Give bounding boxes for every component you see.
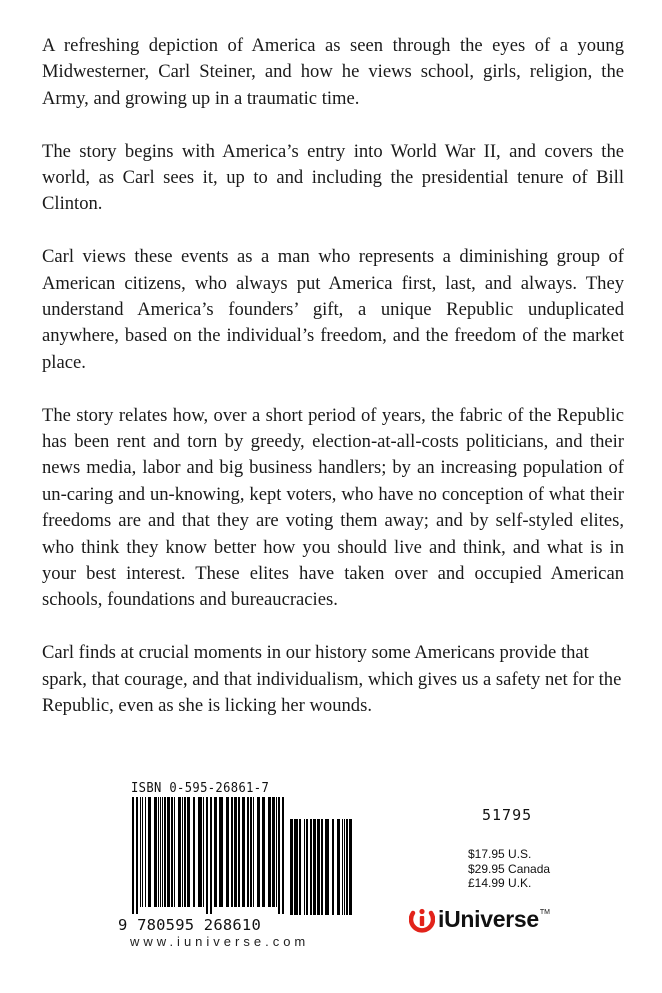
- barcode-bar: [321, 819, 323, 915]
- barcode-bar: [231, 797, 233, 907]
- barcode-bar: [262, 797, 265, 907]
- barcode-bar: [154, 797, 157, 907]
- price-canada: $29.95 Canada: [468, 861, 551, 876]
- barcode-bar: [234, 797, 237, 907]
- barcode-bar: [238, 797, 240, 907]
- barcode-bar: [203, 797, 204, 907]
- barcode-bar: [178, 797, 181, 907]
- barcode-bar: [164, 797, 166, 907]
- barcode-bar: [299, 819, 301, 915]
- barcode-bar: [171, 797, 173, 907]
- blurb-paragraph: The story relates how, over a short period of years, the fabric of the Republic has been rent and torn by greedy, election-at-all-costs politicians, and their news media, labor and big business handlers; by an increasing population of un-caring and un-knowing, kept voters, who have no conception of what their freedoms are and that they are voting them away; and by self-styled elites, who think they know better how you should live and think, and what is in your best interest. These elites have taken over and occupied American schools, foundations and bureaucracies.: [42, 404, 624, 611]
- barcode-bar: [346, 819, 348, 915]
- iuniverse-logo-icon: [409, 907, 435, 933]
- barcode-bar: [250, 797, 252, 907]
- barcode-bar: [253, 797, 254, 907]
- barcode-guard-bar: [132, 797, 134, 914]
- barcode-bar: [310, 819, 312, 915]
- barcode-bar: [247, 797, 249, 907]
- barcode-bar: [313, 819, 316, 915]
- barcode-guard-bar: [206, 797, 208, 914]
- barcode-bar: [325, 819, 329, 915]
- blurb-paragraph: Carl views these events as a man who represents a diminishing group of American citizens, who always put America first, last, and always. They understand America’s founders’ gift, a unique Republic unduplicated anywhere, based on the individual’s freedom, and the freedom of the market place.: [42, 246, 624, 373]
- barcode-graphic: [118, 797, 408, 915]
- barcode-bar: [290, 819, 293, 915]
- barcode-bar: [337, 819, 340, 915]
- barcode-bar: [272, 797, 275, 907]
- barcode-bar: [187, 797, 190, 907]
- barcode-bar: [317, 819, 320, 915]
- price-list: [468, 847, 550, 891]
- price-us: $17.95 U.S.: [468, 847, 532, 861]
- barcode-bar: [198, 797, 202, 907]
- barcode-bar: [294, 819, 298, 915]
- barcode-bar: [140, 797, 141, 907]
- barcode-bar: [160, 797, 161, 907]
- blurb-paragraph: Carl finds at crucial moments in our history some Americans provide that spark, that courage, and that individualism, which gives us a safety net for the Republic, even as she is licking her wounds.: [42, 642, 622, 717]
- barcode-bar: [268, 797, 271, 907]
- isbn-label: ISBN 0-595-26861-7: [131, 780, 270, 796]
- barcode-bar: [226, 797, 229, 907]
- publisher-website: www.iuniverse.com: [130, 934, 310, 949]
- blurb-paragraph: A refreshing depiction of America as seen through the eyes of a young Midwesterner, Carl Steiner, and how he views school, girls, religion, the Army, and growing up in a traumatic time.: [42, 35, 624, 109]
- barcode-bar: [219, 797, 223, 907]
- barcode-guard-bar: [282, 797, 284, 914]
- barcode-bar: [257, 797, 260, 907]
- barcode-bar: [344, 819, 345, 915]
- barcode-guard-bar: [278, 797, 280, 914]
- barcode-bar: [184, 797, 186, 907]
- barcode-bar: [193, 797, 195, 907]
- barcode-bar: [142, 797, 143, 907]
- barcode-bar: [276, 797, 277, 907]
- ean-digits: 9 780595 268610: [118, 916, 261, 934]
- barcode-bar: [304, 819, 305, 915]
- barcode-bar: [167, 797, 170, 907]
- barcode-bar: [182, 797, 183, 907]
- blurb-text: [42, 33, 624, 746]
- barcode-bar: [242, 797, 245, 907]
- barcode-bar: [342, 819, 343, 915]
- barcode-bar: [162, 797, 163, 907]
- barcode-bar: [349, 819, 352, 915]
- trademark-symbol: TM: [539, 909, 550, 916]
- barcode-bar: [158, 797, 159, 907]
- publisher-logo: [409, 906, 550, 933]
- price-code: 51795: [482, 806, 533, 824]
- barcode-guard-bar: [210, 797, 212, 914]
- barcode-bar: [148, 797, 151, 907]
- publisher-name: iUniverse: [438, 906, 539, 932]
- barcode-bar: [306, 819, 308, 915]
- price-uk: £14.99 U.K.: [468, 876, 532, 890]
- barcode-guard-bar: [136, 797, 138, 914]
- barcode-bar: [174, 797, 175, 907]
- barcode-bar: [145, 797, 146, 907]
- barcode-bar: [214, 797, 217, 907]
- blurb-paragraph: The story begins with America’s entry into World War II, and covers the world, as Carl sees it, up to and including the presidential tenure of Bill Clinton.: [42, 140, 624, 215]
- barcode-bar: [332, 819, 334, 915]
